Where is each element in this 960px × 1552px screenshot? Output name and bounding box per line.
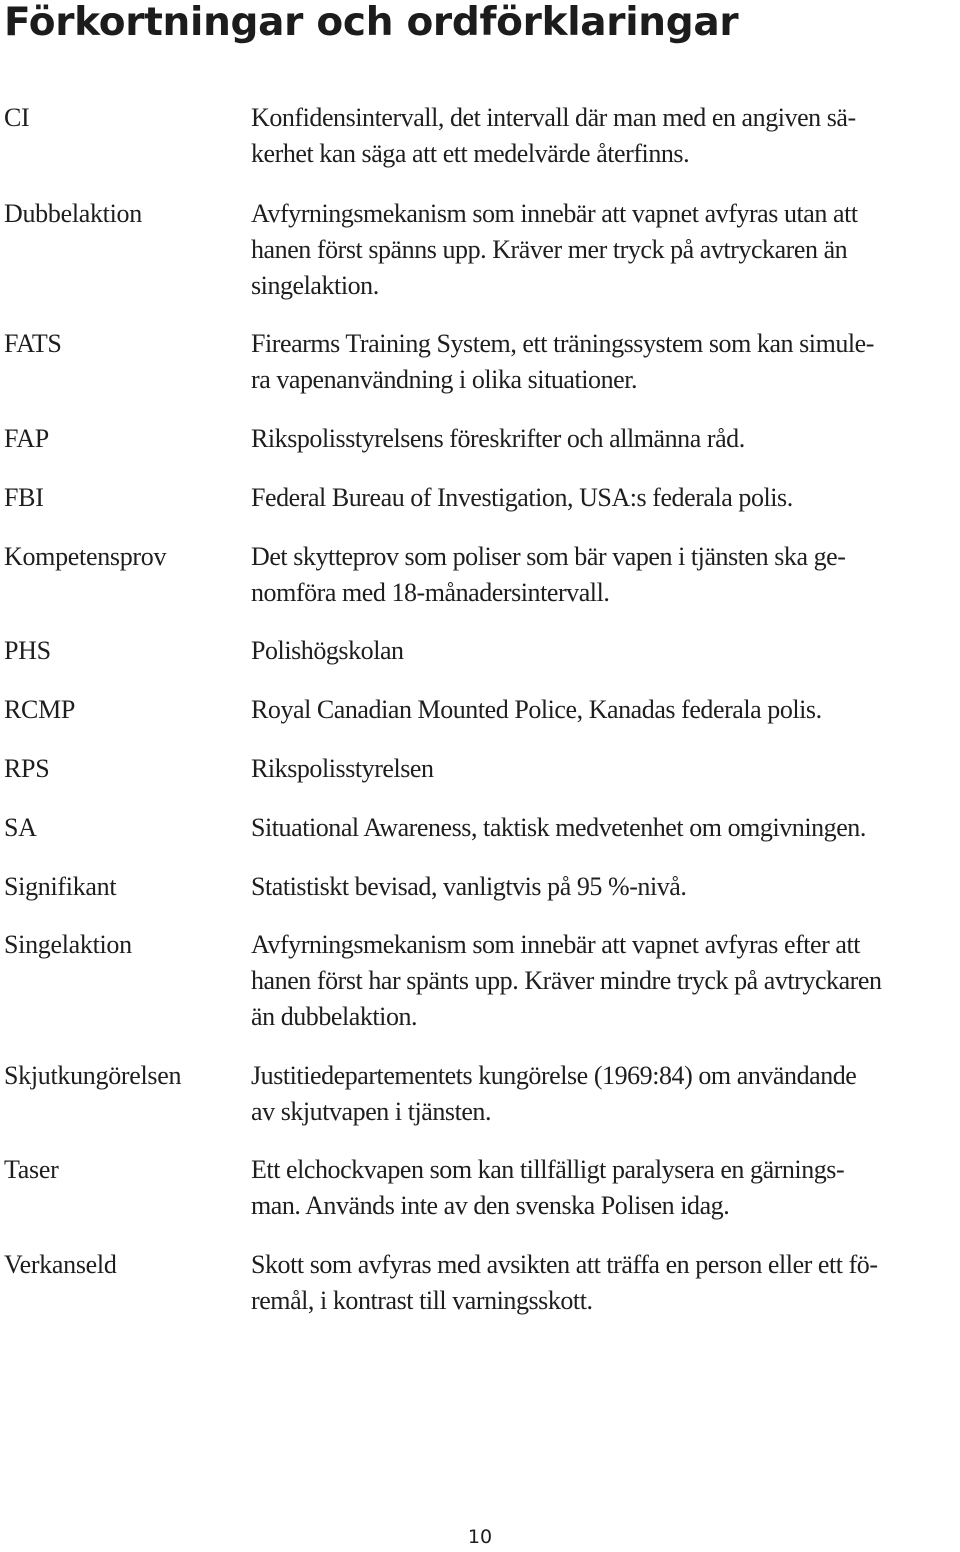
definition-line: Statistiskt bevisad, vanligtvis på 95 %-nivå. <box>251 872 687 901</box>
definition-line: Ett elchockvapen som kan tillfälligt paralysera en gärnings- <box>251 1155 845 1184</box>
definition-line: hanen först spänns upp. Kräver mer tryck på avtryckaren än <box>251 235 848 264</box>
definition-line: Situational Awareness, taktisk medvetenhet om omgivningen. <box>251 813 866 842</box>
glossary-term: RCMP <box>4 695 76 724</box>
glossary-term: CI <box>4 103 30 132</box>
glossary-definition <box>251 539 957 611</box>
definition-line: Skott som avfyras med avsikten att träffa en person eller ett fö- <box>251 1250 878 1279</box>
page-title: Förkortningar och ordförklaringar <box>4 0 739 45</box>
glossary-term: Signifikant <box>4 872 117 901</box>
glossary-term: Kompetensprov <box>4 542 167 571</box>
glossary-term: FATS <box>4 329 62 358</box>
definition-line: Rikspolisstyrelsens föreskrifter och allmänna råd. <box>251 424 745 453</box>
definition-line: Royal Canadian Mounted Police, Kanadas federala polis. <box>251 695 822 724</box>
glossary-definition <box>251 692 957 728</box>
definition-line: Avfyrningsmekanism som innebär att vapnet avfyras utan att <box>251 199 858 228</box>
glossary-definition <box>251 421 957 457</box>
glossary-term: SA <box>4 813 37 842</box>
page-number: 10 <box>467 1526 493 1548</box>
glossary-definition <box>251 927 957 1035</box>
definition-line: ra vapenanvändning i olika situationer. <box>251 365 638 394</box>
glossary-term: Dubbelaktion <box>4 199 142 228</box>
definition-line: av skjutvapen i tjänsten. <box>251 1097 492 1126</box>
glossary-term: FBI <box>4 483 44 512</box>
glossary-term: PHS <box>4 636 51 665</box>
glossary-definition <box>251 480 957 516</box>
glossary-definition <box>251 1058 957 1130</box>
definition-line: Firearms Training System, ett träningssystem som kan simule- <box>251 329 874 358</box>
definition-line: Federal Bureau of Investigation, USA:s federala polis. <box>251 483 793 512</box>
definition-line: man. Används inte av den svenska Polisen idag. <box>251 1191 730 1220</box>
definition-line: Polishögskolan <box>251 636 404 665</box>
glossary-definition <box>251 1247 957 1319</box>
glossary-definition <box>251 326 957 398</box>
definition-line: hanen först har spänts upp. Kräver mindre tryck på avtryckaren <box>251 966 882 995</box>
glossary-term: RPS <box>4 754 50 783</box>
glossary-term: Skjutkungörelsen <box>4 1061 182 1090</box>
glossary-definition <box>251 633 957 669</box>
glossary-term: Verkanseld <box>4 1250 117 1279</box>
glossary-definition <box>251 751 957 787</box>
glossary-definition <box>251 196 957 304</box>
glossary-definition <box>251 100 957 172</box>
glossary-definition <box>251 869 957 905</box>
definition-line: Justitiedepartementets kungörelse (1969:84) om användande <box>251 1061 857 1090</box>
definition-line: Konfidensintervall, det intervall där man med en angiven sä- <box>251 103 856 132</box>
definition-line: Rikspolisstyrelsen <box>251 754 434 783</box>
glossary-definition <box>251 810 957 846</box>
definition-line: remål, i kontrast till varningsskott. <box>251 1286 593 1315</box>
definition-line: Det skytteprov som poliser som bär vapen i tjänsten ska ge- <box>251 542 846 571</box>
definition-line: nomföra med 18-månadersintervall. <box>251 578 610 607</box>
definition-line: singelaktion. <box>251 271 379 300</box>
definition-line: än dubbelaktion. <box>251 1002 418 1031</box>
glossary-definition <box>251 1152 957 1224</box>
definition-line: Avfyrningsmekanism som innebär att vapnet avfyras efter att <box>251 930 861 959</box>
definition-line: kerhet kan säga att ett medelvärde återfinns. <box>251 139 690 168</box>
glossary-term: FAP <box>4 424 49 453</box>
glossary-term: Taser <box>4 1155 59 1184</box>
glossary-term: Singelaktion <box>4 930 132 959</box>
